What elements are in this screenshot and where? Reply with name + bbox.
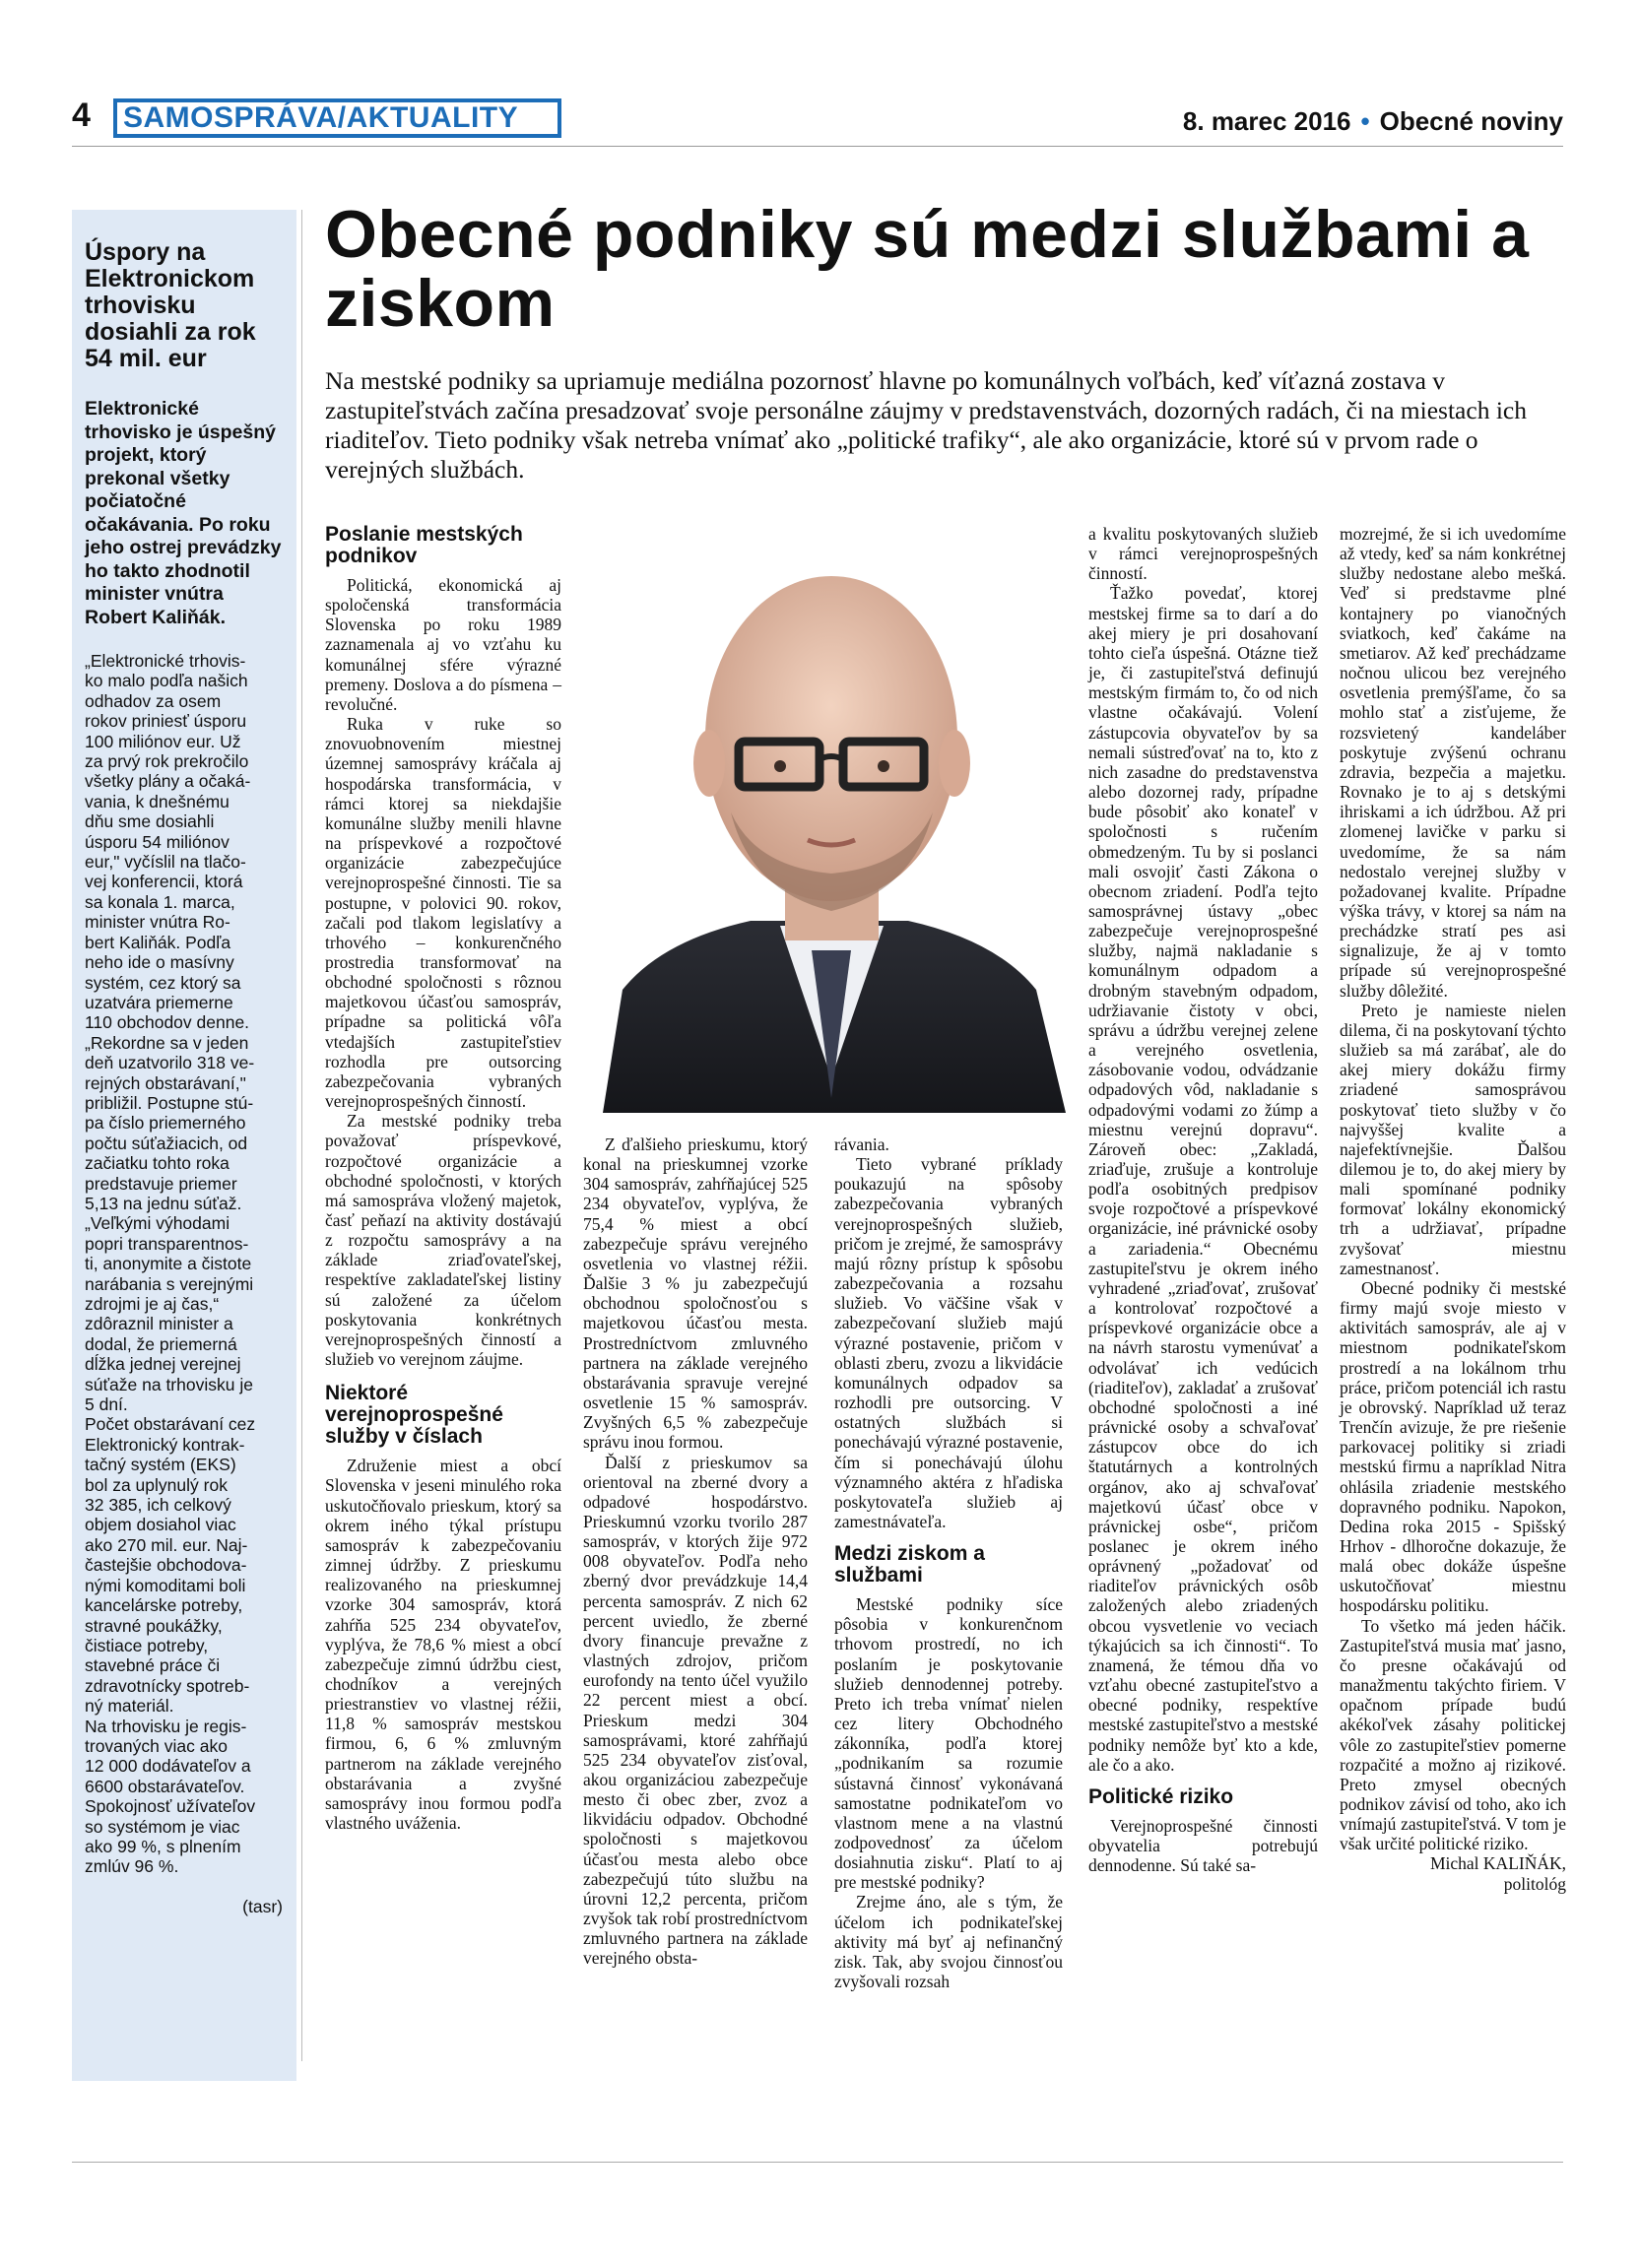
dateline xyxy=(1183,108,1563,134)
article-headline: Obecné podniky sú medzi službami a ziskom xyxy=(325,197,1530,341)
paragraph: Verejnoprospešné činnosti obyvatelia potrebujú dennodenne. Sú také sa- xyxy=(1088,1815,1318,1876)
subheading-mission: Poslanie mestských podnikov xyxy=(325,523,523,567)
paragraph: Obecné podniky či mestské firmy majú svoje miesto v aktivitách samospráv, ale aj v miestnom podnikateľskom prostredí a na lokálnom trhu práce, pričom potenciál ich rastu je obrovský. Napríklad už teraz Trenčín avizuje, že pre riešenie parkovacej politiky si zriadi mestskú firmu a napríklad Nitra ohlásila zriadenie mestského dopravného podniku. Napokon, Dedina roka 2015 - Spišský Hrhov - dlhoročne dokazuje, že malá obec dokáže úspešne uskutočňovať miestnu hospodársku politiku. xyxy=(1340,1277,1566,1616)
article-column-5 xyxy=(1340,524,1566,1894)
section-label: SAMOSPRÁVA/AKTUALITY xyxy=(113,98,561,138)
sidebar-title: Úspory na Elektronickom trhovisku dosiahli za rok 54 mil. eur xyxy=(85,238,256,372)
article-column-1 xyxy=(325,524,561,1833)
paragraph: To všetko má jeden háčik. Zastupiteľstvá musia mať jasno, čo presne očakávajú od manažmentu takýchto firiem. V opačnom prípade budú akékoľvek zásahy politickej vôle zo zastupiteľstiev pomerne rozpačité a možno aj rizikové. Preto zmysel obecných podnikov závisí od toho, ako ich vnímajú zastupiteľstvá. V tom je však určité politické riziko. xyxy=(1340,1615,1566,1854)
paragraph: Tieto vybrané príklady poukazujú na spôsoby zabezpečovania vybraných verejnoprospešných služieb, pričom je zrejmé, že samosprávy majú rôzny prístup k spôsobu zabezpečovania a rozsahu služieb. Vo väčšine však v zabezpečovaní služieb majú výrazné postavenie, pričom v oblasti zberu, zvozu a likvidácie komunálnych odpadov sa rozhodli pre outsorcing. V ostatných službách si ponechávajú výrazné postavenie, čím si ponechávajú úlohu významného aktéra z hľadiska poskytovateľa služieb aj zamestnávateľa. xyxy=(834,1154,1063,1531)
issue-date: 8. marec 2016 xyxy=(1182,106,1351,136)
footer-divider xyxy=(72,2162,1563,2163)
paragraph: Ťažko povedať, ktorej mestskej firme sa to darí a do akej miery je pri dosahovaní tohto cieľa úspešná. Otázne tiež je, či zastupiteľstvá definujú mestským firmám to, čo od nich vlastne očakávajú. Volení zástupcovia obyvateľov by sa nemali sústreďovať na to, kto z nich zasadne do predstavenstva alebo dozornej rady, prípadne bude pôsobiť ako konateľ v spoločnosti s ručením obmedzeným. Tu by si poslanci mali osvojiť časti Zákona o obecnom zriadení. Podľa tejto samosprávnej ústavy „obec zabezpečuje verejnoprospešné služby, najmä nakladanie s komunálnym odpadom a drobným stavebným odpadom, udržiavanie čistoty v obci, správu a údržbu verejnej zelene a verejného osvetlenia, zásobovanie vodou, odvádzanie odpadových vôd, nakladanie s odpadovými vodami zo žúmp a miestnu verejnú dopravu“. Zároveň obec: „Zakladá, zriaďuje, zrušuje a kontroluje podľa osobitných predpisov svoje rozpočtové a príspevkové organizácie, iné právnické osoby a zariadenia.“ Obecnému zastupiteľstvu je okrem iného vyhradené „zriaďovať, zrušovať a kontrolovať rozpočtové a príspevkové organizácie obce a na návrh starostu vymenúvať a odvolávať ich vedúcich (riaditeľov), zakladať a zrušovať obchodné spoločnosti a iné právnické osoby a schvaľovať zástupcov obce do ich štatutárnych a kontrolných orgánov, ako aj schvaľovať majetkovú účasť obce v právnickej osbe“, pričom poslanec je okrem iného oprávnený „požadovať od riaditeľov právnických osôb založených alebo zriadených obcou vysvetlenie vo veciach týkajúcich sa ich činnosti“. To znamená, že témou dňa vo vzťahu obecné zastupiteľstvo a obecné podniky, respektíve mestské zastupiteľstvo a mestské podniky nemôže byť kto a kde, ale čo a ako. xyxy=(1088,583,1318,1775)
paragraph: Politická, ekonomická aj spoločenská transformácia Slovenska po roku 1989 zaznamenala aj vo vzťahu ku komunálnej sfére výrazné premeny. Doslova a do písmena – revolučné. xyxy=(325,575,561,714)
paragraph: Mestské podniky síce pôsobia v konkurenčnom trhovom prostredí, no ich poslaním je poskytovanie služieb dennodennej potreby. Preto ich treba vnímať nielen cez litery Obchodného zákonníka, podľa ktorej „podnikaním sa rozumie sústavná činnosť vykonávaná samostatne podnikateľom vo vlastnom mene a na vlastnú zodpovednosť za účelom dosiahnutia zisku“. Platí to aj pre mestské podniky? xyxy=(834,1594,1063,1893)
portrait-illustration xyxy=(583,527,1079,1113)
subheading-profit: Medzi ziskom a službami xyxy=(834,1542,985,1588)
paragraph: rávania. xyxy=(834,1134,889,1154)
page-number: 4 xyxy=(72,97,91,134)
article-column-3 xyxy=(834,1134,1063,1991)
paragraph: Z ďalšieho prieskumu, ktorý konal na prieskumnej vzorke 304 samospráv, zahŕňajúcej 525 234 obyvateľov, vyplýva, že 75,4 % miest a obcí zabezpečuje správu verejného osvetlenia vo vlastnej réžii. Ďalšie 3 % ju zabezpečujú obchodnou spoločnosťou s majetkovou účasťou mesta. Prostredníctvom zmluvného partnera na základe verejného obstarávania spravuje verejné osvetlenie 15 % samospráv. Zvyšných 6,5 % zabezpečuje správu inou formou. xyxy=(583,1134,808,1453)
author-role: politológ xyxy=(1503,1873,1566,1894)
separator-dot: • xyxy=(1360,106,1370,136)
article-column-4 xyxy=(1088,524,1318,1875)
author-name: Michal KALIŇÁK, xyxy=(1429,1853,1566,1874)
paragraph: Za mestské podniky treba považovať príspevkové, rozpočtové organizácie a obchodné spoločnosti, v ktorých má samospráva vložený majetok, časť peňazí na aktivity dostávajú z rozpočtu samosprávy a na základe zriaďovateľskej, respektíve zakladateľskej listiny sú založené za účelom poskytovania konkrétnych verejnoprospešných činností a služieb vo verejnom záujme. xyxy=(325,1111,561,1370)
sidebar-lead: Elektronické trhovisko je úspešný projekt, ktorý prekonal všetky počiatočné očakávania. Po roku jeho ostrej prevádzky ho takto zhodnotil minister vnútra Robert Kaliňák. xyxy=(85,398,282,628)
sidebar-body: „Elektronické trhovis- ko malo podľa našich odhadov za osem rokov priniesť úsporu 100 miliónov eur. Už za prvý rok prekročilo všetky plány a očaká- vania, k dnešnému dňu sme dosiahli úsporu 54 miliónov eur," vyčíslil na tlačo- vej konferencii, ktorá sa konala 1. marca, minister vnútra Ro- bert Kaliňák. Podľa neho ide o masívny systém, cez ktorý sa uzatvára priemerne 110 obchodov denne. „Rekordne sa v jeden deň uzatvorilo 318 ve- rejných obstarávaní," približil. Postupne stú- pa číslo priemerného počtu súťažiacich, od začiatku tohto roka predstavuje priemer 5,13 na jednu súťaž. „Veľkými výhodami popri transparentnos- ti, anonymite a čistote narábania s verejnými zdrojmi je aj čas,“ zdôraznil minister a dodal, že priemerná dĺžka jednej verejnej súťaže na trhovisku je 5 dní. Počet obstarávaní cez Elektronický kontrak- tačný systém (EKS) bol za uplynulý rok 32 385, ich celkový objem dosiahol viac ako 270 mil. eur. Naj- častejšie obchodova- nými komoditami boli kancelárske potreby, stravné poukážky, čistiace potreby, stavebné práce či zdravotnícky spotreb- ný materiál. Na trhovisku je regis- trovaných viac ako 12 000 dodávateľov a 6600 obstarávateľov. Spokojnosť užívateľov so systémom je viac ako 99 %, s plnením zmlúv 96 %. xyxy=(85,651,256,1877)
paragraph: mozrejmé, že si ich uvedomíme až vtedy, keď sa nám konkrétnej služby nedostane alebo mešká. Veď si predstavme plné kontajnery po vianočných sviatkoch, keď čakáme na smetiarov. Až keď prechádzame nočnou ulicou bez verejného osvetlenia premýšľame, čo sa mohlo stať a zisťujeme, že rozsvietený kandeláber poskytuje zvýšenú ochranu zdravia, bezpečia a majetku. Rovnako je to aj s detskými ihriskami a ich údržbou. Až pri zlomenej lavičke v parku si uvedomíme, že sa nám nedostalo verejnej služby v požadovanej kvalite. Prípadne výška trávy, v ktorej sa nám na prechádzke stratí pes asi signalizuje, že aj v tomto prípade sú verejnoprospešné služby dôležité. xyxy=(1340,524,1566,1001)
article-column-2 xyxy=(583,1134,808,1969)
paragraph: Ruka v ruke so znovuobnovením miestnej územnej samosprávy kráčala aj hospodárska transformácia, v rámci ktorej sa niekdajšie komunálne služby menili hlavne na príspevkové a rozpočtové organizácie zabezpečujúce verejnoprospešné činnosti. Tie sa postupne, v polovici 90. rokov, začali pod tlakom legislatívy a trhového – konkurenčného prostredia transformovať na obchodné spoločnosti s rôznou majetkovou účasťou samospráv, prípadne sa politická vôľa vtedajších zastupiteľstiev rozhodla pre outsorcing zabezpečovania vybraných verejnoprospešných činností. xyxy=(325,714,561,1112)
author-photo xyxy=(583,527,1079,1113)
paragraph: Zrejme áno, ale s tým, že účelom ich podnikateľskej aktivity má byť aj nefinančný zisk. Tak, aby svojou činnosťou zvyšovali rozsah xyxy=(834,1892,1063,1992)
publication-name: Obecné noviny xyxy=(1379,106,1563,136)
column-divider xyxy=(301,210,302,2061)
paragraph: Preto je namieste nielen dilema, či na poskytovaní týchto služieb sa má zarábať, ale do akej miery dokážu firmy zriadené samosprávou poskytovať tieto služby v čo najvyššej kvalite a najefektívnejšie. Ďalšou dilemou je to, do akej miery by mali spomínané podniky formovať lokálny ekonomický trh a udržiavať, prípadne zvyšovať miestnu zamestnanosť. xyxy=(1340,1000,1566,1278)
sidebar-source: (tasr) xyxy=(242,1896,283,1916)
paragraph: Združenie miest a obcí Slovenska v jeseni minulého roka uskutočňovalo prieskum, ktorý sa okrem iného týkal prístupu samospráv k zabezpečovaniu zimnej údržby. Z prieskumu realizovaného na prieskumnej vzorke 304 samospráv, ktorá zahŕňa 525 234 obyvateľov, vyplýva, že 78,6 % miest a obcí zabezpečuje zimnú údržbu ciest, chodníkov a verejných priestranstiev vo vlastnej réžii, 11,8 % samospráv mestskou firmou, 6, 6 % zmluvným partnerom na základe verejného obstarávania a zvyšné samosprávy inou formou podľa vlastného uváženia. xyxy=(325,1456,561,1834)
paragraph: Ďalší z prieskumov sa orientoval na zberné dvory a odpadové hospodárstvo. Prieskumnú vzorku tvorilo 287 samospráv, v ktorých žije 972 008 obyvateľov. Podľa neho zberný dvor prevádzkuje 14,4 percenta samospráv. Z nich 62 percent uviedlo, že zberné dvory financuje prevažne z vlastných zdrojov, pričom eurofondy na tento účel využilo 22 percent miest a obcí. Prieskum medzi 304 samosprávami, ktoré zahŕňajú 525 234 obyvateľov zisťoval, akou organizáciou zabezpečuje mesto či obec zber, zvoz a likvidáciu odpadov. Obchodné spoločnosti s majetkovou účasťou mesta alebo obce zabezpečujú túto službu na úrovni 12,2 percenta, pričom zvyšok tak robí prostredníctvom zmluvného partnera na základe verejného obsta- xyxy=(583,1452,808,1969)
subheading-numbers: Niektoré verejnoprospešné služby v číslach xyxy=(325,1382,503,1449)
sidebar-box xyxy=(72,210,296,2081)
header-divider xyxy=(72,146,1563,147)
article-perex: Na mestské podniky sa upriamuje mediálna pozornosť hlavne po komunálnych voľbách, keď víťazná zostava v zastupiteľstvách začína presadzovať svoje personálne záujmy v predstavenstvách, dozorných radách, či na miestach ich riaditeľov. Tieto podniky však netreba vnímať ako „politické trafiky“, ale ako organizácie, ktoré sú v prvom rade o verejných službách. xyxy=(325,366,1527,484)
subheading-political-risk: Politické riziko xyxy=(1088,1784,1234,1808)
paragraph: a kvalitu poskytovaných služieb v rámci verejnoprospešných činností. xyxy=(1088,524,1318,584)
